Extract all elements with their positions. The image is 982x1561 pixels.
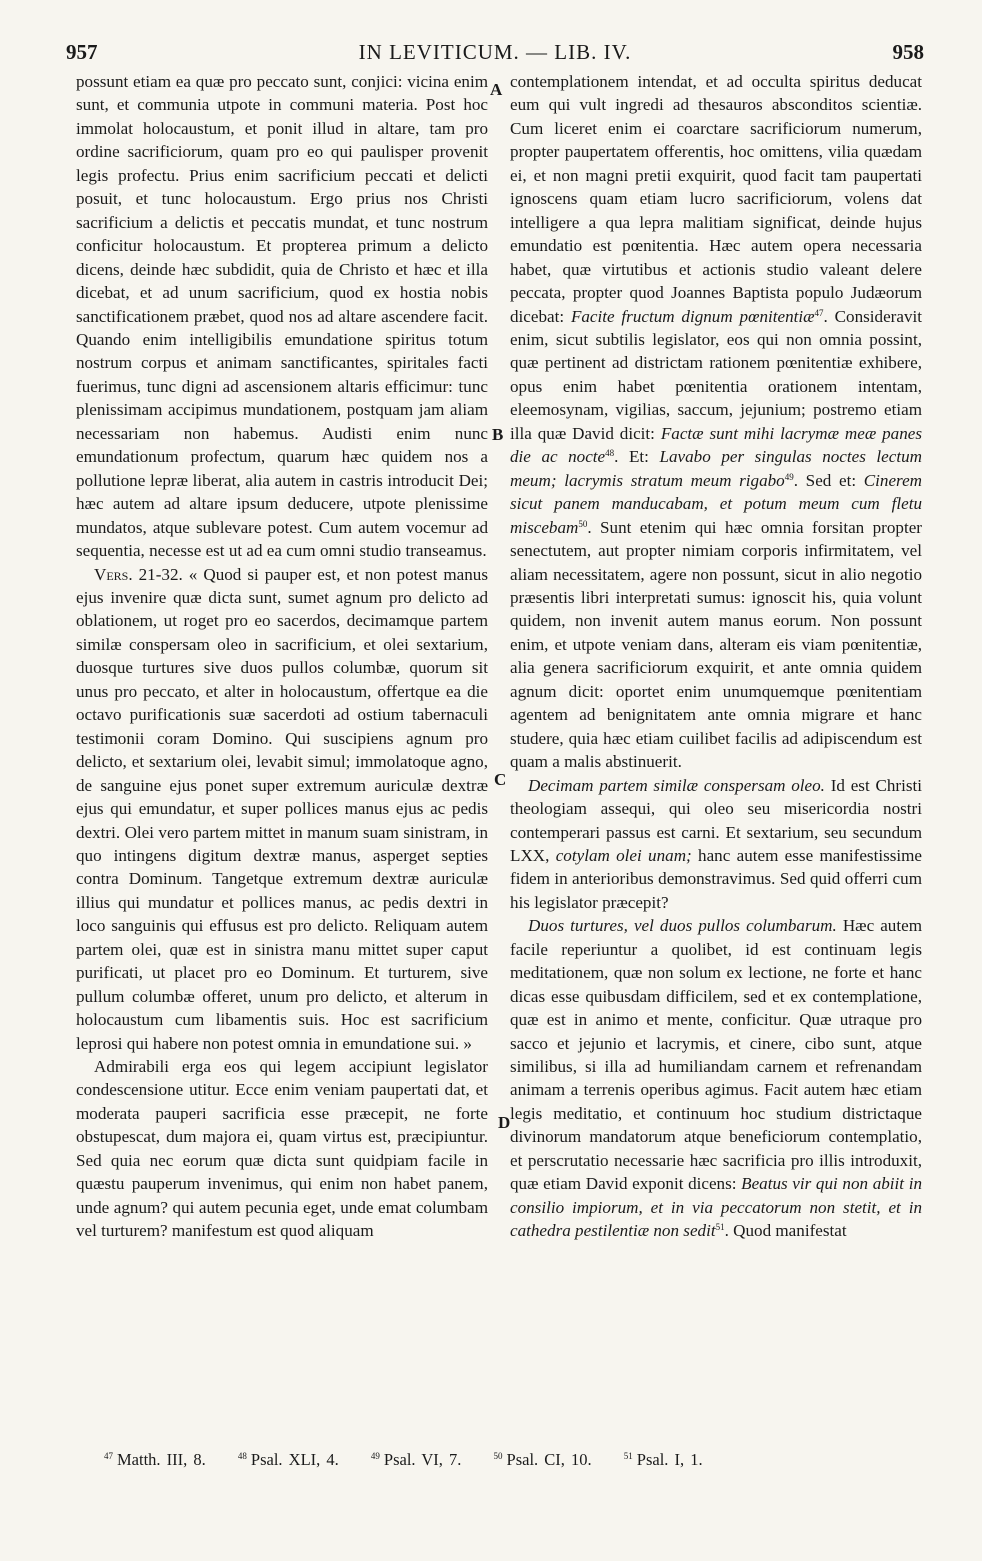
scripture-quote: cotylam olei unam; bbox=[555, 845, 692, 865]
footnote-ref-text: Matth. III, 8. bbox=[117, 1450, 206, 1469]
text-run: . Sed et: bbox=[793, 470, 864, 490]
footnote-ref: 51 bbox=[715, 1222, 725, 1233]
scripture-quote: Factæ sunt mihi lacrymæ meæ panes die ac nocte bbox=[510, 423, 922, 467]
verse-label: Vers. 21-32. bbox=[94, 564, 183, 584]
right-paragraph-3 bbox=[510, 914, 922, 1242]
margin-marker-c: C bbox=[494, 770, 507, 789]
footnote-number: 50 bbox=[493, 1451, 503, 1461]
footnote-47 bbox=[104, 1450, 206, 1469]
footnote-number: 51 bbox=[623, 1451, 633, 1461]
text-run: contemplationem intendat, et ad occulta spiritus deducat eum qui vult ingredi ad thesauros absconditos scientiæ. Cum liceret enim ei coarctare sacrificiorum numerum, propter paupertatem offerentis, hoc omittens, vilia quædam ei, et non magni pretii exquirit, quod facit tam paupertati ignoscens quam etiam lucro sacrificiorum, volens dat intelligere a qua lepra malitiam significat, deinde hujus emundatio est pœnitentia. Hæc autem opera necessaria habet, quæ virtutibus et actionis studio valeant delere peccata, propter quod Joannes Baptista populo Judæorum dicebat: bbox=[510, 72, 922, 326]
footnote-ref: 50 bbox=[578, 518, 588, 529]
left-paragraph-2 bbox=[76, 563, 488, 1056]
footnote-number: 48 bbox=[237, 1451, 247, 1461]
scripture-quote: Beatus vir qui non abiit in consilio impiorum, et in via peccatorum non stetit, et in cathedra pestilentiæ non sedit bbox=[510, 1174, 922, 1241]
footnotes bbox=[104, 1450, 942, 1470]
right-paragraph-2 bbox=[510, 774, 922, 915]
footnote-number: 47 bbox=[104, 1451, 113, 1461]
left-column bbox=[76, 70, 488, 1243]
left-paragraph-3: Admirabili erga eos qui legem accipiunt legislator condescensione utitur. Ecce enim veniam paupertati dat, et moderata pauperi sacrificia esse præcepit, ne forte obstupescat, dum majora ei, quam virtus est, præcipiuntur. Sed quia nec eorum quæ dicta sunt quidpiam facile in quæstu pauperum invenimus, qui enim non habet panem, unde agnum? qui autem pecunia eget, unde emat columbam vel turturem? manifestum est quod aliquam bbox=[76, 1057, 488, 1241]
scripture-quote: Lavabo per singulas noctes lectum meum; lacrymis stratum meum rigabo bbox=[510, 447, 922, 490]
running-header bbox=[66, 40, 924, 68]
footnote-number: 49 bbox=[370, 1451, 380, 1461]
text-run: Id est Christi theologiam assequi, qui oleo seu misericordia nostri contemperari passus est carni. Et sextarium, seu secundum LXX, bbox=[510, 775, 922, 865]
text-run: . Sunt etenim qui hæc omnia forsitan propter senectutem, aut propter nimiam corporis infirmitatem, vel aliam necessitatem, agere non possunt, sicut in alio negotio præsentis libri interpretati sumus: ignoscit his, quia volunt quidem, non invenit autem manus eorum. Non possunt enim, et utpote veniam dans, alteram eis viam pœnitentiæ, alia genera sacrificiorum exquirit, et ante omnia quidem agnum dicit: oportet enim unumquemque pœnitentiam agentem ad benignitatem ante omnia migrare et hanc studere, quia hæc etiam cuilibet facilis ad adipiscendum est quam a malis abstinuerit. bbox=[510, 517, 922, 772]
text-run: hanc autem esse manifestissime fidem in anterioribus demonstravimus. Sed quid offerri cum his legislator præcepit? bbox=[510, 845, 923, 912]
text-run: . Et: bbox=[614, 447, 660, 467]
footnote-51 bbox=[624, 1450, 703, 1469]
left-page-number: 957 bbox=[66, 40, 98, 64]
right-page-number: 958 bbox=[892, 40, 924, 64]
scripture-quote: Cinerem sicut panem manducabam, et potum meum cum fletu miscebam bbox=[510, 470, 922, 537]
text-run: . Consideravit enim, sicut subtilis legislator, eos qui non omnia possint, quæ pertinent ad districtam rationem pœnitentiæ exhibere, opus enim habet pœnitentia orationem intentam, eleemosynam, vigilias, saccum, jejunium; postremo etiam illa quæ David dicit: bbox=[510, 306, 922, 443]
footnote-50 bbox=[494, 1450, 592, 1469]
verse-text: « Quod si pauper est, et non potest manus ejus invenire quæ dicta sunt, sumet agnum pro delicto ad oblationem, ut roget pro eo sacerdos, decimamque partem similæ conspersam oleo in sacrificium, et olei sextarium, duosque turtures sive duos pullos columbæ, quorum sit unus pro peccato, et alter in holocaustum, offertque ea die octavo purificationis suæ sacerdoti ad ostium tabernaculi testimonii coram Domino. Qui suscipiens agnum pro delicto, et sextarium olei, levabit simul; immolatoque agno, de sanguine ejus ponet super extremum auriculæ dextræ ejus qui emundatur, et super pollices manus ejus ac pedis dextri. Olei vero partem mittet in manum suam sinistram, in quo intingens digitum dextræ manus, asperget septies contra Dominum. Tangetque extremum dextræ auriculæ illius qui mundatur et pollices manus, ac pedis dextri in loco sanguinis qui effusus est pro delicto. Reliquam autem partem olei, quæ est in sinistra manu mittet super caput purificati, ut placet pro eo Dominum. Et turturem, sive pullum columbæ offeret, unum pro delicto, et alterum in holocaustum cum libamentis suis. Hoc est sacrificium leprosi qui habere non potest omnia in emundatione sui. » bbox=[76, 564, 488, 1053]
right-paragraph-1 bbox=[510, 70, 922, 774]
left-paragraph-1: possunt etiam ea quæ pro peccato sunt, conjici: vicina enim sunt, et communia utpote in communi materia. Post hoc immolat holocaustum, et ponit illud in altare, tam pro ordine sacrificiorum, quam pro eo qui paulisper provenit legis profectu. Prius enim sacrificium peccati et delicti posuit, et tunc holocaustum. Ergo prius nos Christi sacrificium a delictis et peccatis mundat, et tunc nostrum conficitur holocaustum. Et propterea primum a delicto dicens, deinde hæc subdidit, quia de Christo et hæc et illa dicebat, et ad unum sacrificium, quod ex hostia nobis sanctificationem præbet, quod nos ad altare ascendere facit. Quando enim intelligibilis emundatione spiritus totum nostrum corpus et animam sanctificantes, spiritales facti fuerimus, tunc digni ad ascensionem altaris efficimur: tunc plenissimam accipimus mundationem, postquam jam aliam necessariam non habemus. Audisti enim nunc emundationum profectum, quarum hæc quidem nos a pollutione lepræ liberat, alia autem in castris introducit Dei; hæc autem ad altare ipsum deducere, utpote plenissime mundatos, atque sublevare potest. Cum autem vocemur ad sequentia, necesse est ut ad ea cum omni studio transeamus. bbox=[76, 72, 488, 561]
footnote-ref: 47 bbox=[814, 307, 824, 318]
lemma: Decimam partem similæ conspersam oleo. bbox=[528, 775, 825, 795]
running-title: IN LEVITICUM. — LIB. IV. bbox=[358, 40, 632, 64]
footnote-49 bbox=[371, 1450, 462, 1469]
footnote-ref-text: Psal. VI, 7. bbox=[383, 1450, 462, 1469]
scripture-quote: Facite fructum dignum pœnitentiæ bbox=[570, 306, 815, 326]
footnote-ref: 49 bbox=[784, 471, 794, 482]
footnote-ref-text: Psal. CI, 10. bbox=[506, 1450, 592, 1469]
margin-marker-d: D bbox=[498, 1113, 511, 1132]
footnote-48 bbox=[238, 1450, 339, 1469]
footnote-ref-text: Psal. XLI, 4. bbox=[250, 1450, 339, 1469]
footnote-ref-text: Psal. I, 1. bbox=[636, 1450, 703, 1469]
margin-marker-b: B bbox=[492, 425, 504, 444]
footnote-ref: 48 bbox=[605, 448, 615, 459]
lemma: Duos turtures, vel duos pullos columbarum. bbox=[528, 916, 837, 936]
text-run: . Quod manifestat bbox=[724, 1221, 847, 1241]
right-column bbox=[510, 70, 922, 1243]
text-run: Hæc autem facile reperiuntur a quolibet, id est continuam legis meditationem, quæ non solum ex lectione, ne forte et hanc dicas esse quibusdam difficilem, sed et ex contemplatione, quæ est in animo et mente, conficitur. Quæ utraque pro sacco et jejunio et lacrymis, et cinere, cibo sunt, atque similibus, si illa ad humiliandam carnem et refrenandam animam a terrenis operibus agimus. Facit autem hæc etiam legis meditatio, et continuum hoc studium districtaque divinorum mandatorum atque beneficiorum contemplatio, et perscrutatio necessarie hæc sacrificia pro illis introduxit, quæ etiam David exponit dicens: bbox=[510, 916, 922, 1194]
margin-marker-a: A bbox=[490, 80, 503, 99]
